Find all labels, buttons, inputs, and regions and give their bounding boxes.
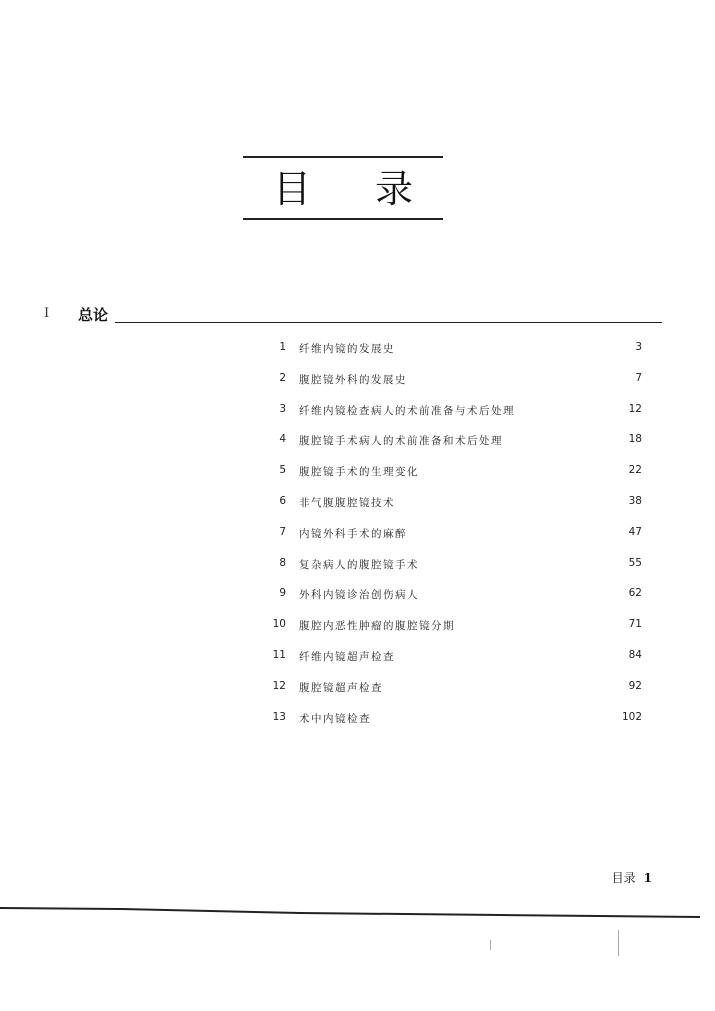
title-rule-bottom xyxy=(243,218,443,220)
toc-entry-title: 纤维内镜检查病人的术前准备与术后处理 xyxy=(299,404,515,417)
toc-entry-number: 12 xyxy=(272,679,286,692)
toc-entry xyxy=(260,425,642,456)
toc-entry xyxy=(260,579,642,610)
scan-edge-stroke xyxy=(0,908,700,917)
toc-entry-page: 38 xyxy=(628,494,642,507)
toc-entry-title: 外科内镜诊治创伤病人 xyxy=(299,589,419,602)
toc-entry-page: 71 xyxy=(628,618,642,631)
toc-entry-title: 腹腔镜外科的发展史 xyxy=(299,373,407,386)
toc-entry-number: 10 xyxy=(272,618,286,631)
section-number: I xyxy=(44,306,50,321)
toc-entry-title: 腹腔内恶性肿瘤的腹腔镜分期 xyxy=(299,620,455,633)
toc-entry-number: 6 xyxy=(279,494,286,507)
section-rule xyxy=(115,322,662,323)
toc-entry-number: 4 xyxy=(279,433,286,446)
toc-entry-number: 5 xyxy=(279,464,286,477)
toc-entry-page: 47 xyxy=(628,525,642,538)
toc-entry-page: 62 xyxy=(628,587,642,600)
toc-entry-page: 84 xyxy=(628,648,642,661)
toc-list xyxy=(260,333,642,733)
toc-entry-page: 22 xyxy=(628,464,642,477)
toc-entry xyxy=(260,487,642,518)
toc-entry-title: 腹腔镜手术病人的术前准备和术后处理 xyxy=(299,435,503,448)
toc-entry-number: 8 xyxy=(279,556,286,569)
toc-entry-number: 11 xyxy=(272,648,286,661)
toc-entry-page: 92 xyxy=(628,679,642,692)
scan-tick xyxy=(490,940,491,950)
toc-entry-number: 7 xyxy=(279,525,286,538)
toc-entry xyxy=(260,456,642,487)
footer-page-number: 1 xyxy=(643,871,652,885)
toc-entry-title: 内镜外科手术的麻醉 xyxy=(299,527,407,540)
toc-entry xyxy=(260,395,642,426)
toc-entry-number: 13 xyxy=(272,710,286,723)
toc-entry-page: 12 xyxy=(628,402,642,415)
toc-entry-page: 3 xyxy=(635,341,642,353)
toc-entry xyxy=(260,672,642,703)
toc-entry-title: 复杂病人的腹腔镜手术 xyxy=(299,558,419,571)
toc-entry-page: 55 xyxy=(628,556,642,569)
toc-entry-title: 纤维内镜的发展史 xyxy=(299,343,395,355)
toc-entry-title: 腹腔镜超声检查 xyxy=(299,681,383,694)
scan-edge-line xyxy=(0,905,700,921)
title-rule-top xyxy=(243,156,443,158)
page-title: 目 录 xyxy=(272,167,440,211)
page-footer xyxy=(612,869,652,886)
toc-entry-title: 术中内镜检查 xyxy=(299,712,371,725)
toc-entry xyxy=(260,549,642,580)
toc-entry-title: 腹腔镜手术的生理变化 xyxy=(299,466,419,479)
toc-entry xyxy=(260,703,642,734)
toc-entry xyxy=(260,333,642,364)
section-header xyxy=(44,304,662,326)
toc-entry-number: 2 xyxy=(279,371,286,384)
section-title: 总论 xyxy=(78,306,109,324)
toc-entry-number: 3 xyxy=(279,402,286,415)
toc-entry-page: 18 xyxy=(628,433,642,446)
toc-entry-title: 非气腹腹腔镜技术 xyxy=(299,496,395,509)
scan-tick xyxy=(618,930,619,956)
toc-entry-number: 9 xyxy=(279,587,286,600)
toc-entry xyxy=(260,364,642,395)
scan-edge-svg xyxy=(0,905,700,921)
footer-label: 目录 xyxy=(611,871,636,885)
toc-entry-number: 1 xyxy=(279,341,286,353)
toc-entry-title: 纤维内镜超声检查 xyxy=(299,650,395,663)
toc-entry xyxy=(260,610,642,641)
toc-entry xyxy=(260,518,642,549)
toc-entry xyxy=(260,641,642,672)
toc-entry-page: 102 xyxy=(621,710,642,723)
toc-entry-page: 7 xyxy=(635,371,642,384)
